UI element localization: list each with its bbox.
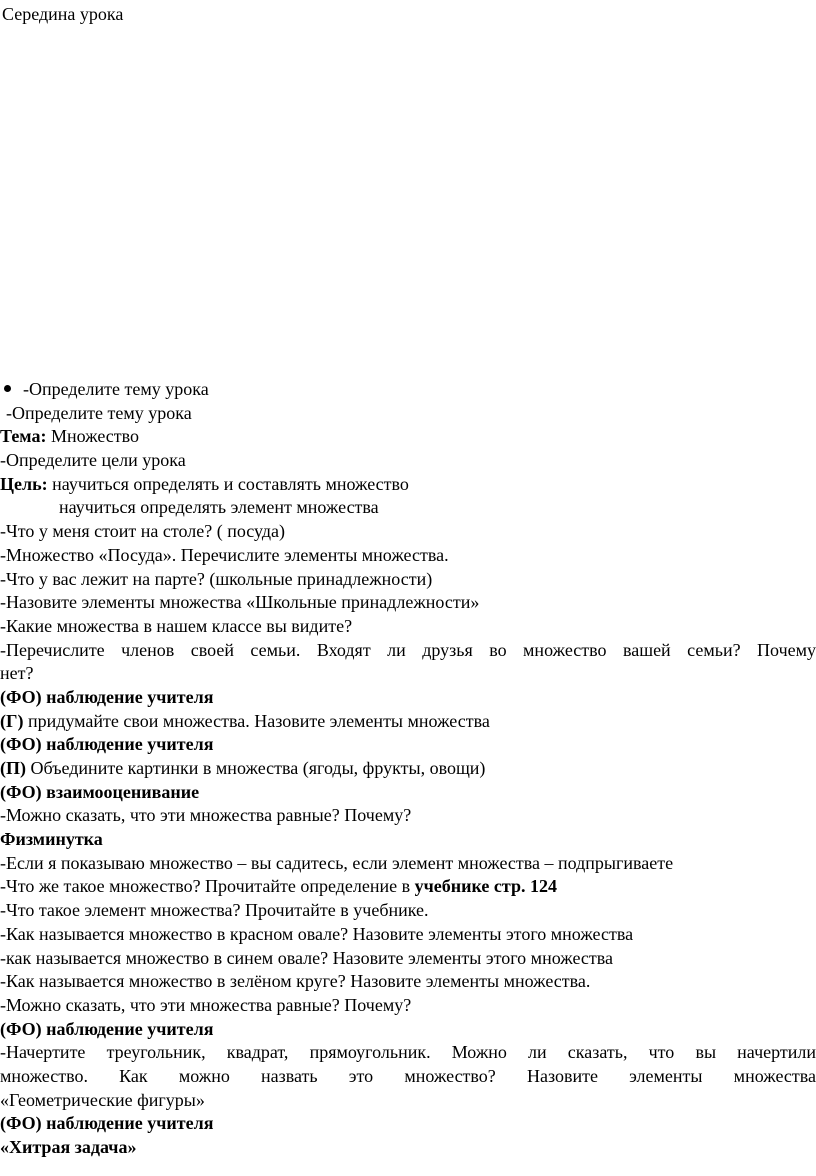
topic-text: Множество (46, 426, 140, 447)
assessment-line: (ФО) наблюдение учителя (0, 686, 214, 707)
assessment-line: (ФО) наблюдение учителя (0, 734, 214, 755)
section-heading: «Хитрая задача» (0, 1137, 137, 1157)
text-line: нет? (0, 663, 34, 684)
text-line: -Множество «Посуда». Перечислите элементы множества. (0, 544, 449, 565)
bullet-item (0, 378, 816, 402)
pair-task-line (0, 757, 816, 781)
text-line: -Можно сказать, что эти множества равные? Почему? (0, 805, 412, 826)
bullet-icon (4, 385, 11, 392)
text-line: -Что у вас лежит на парте? (школьные принадлежности) (0, 568, 433, 589)
page-header: Середина урока (2, 4, 124, 24)
pair-label: (П) (0, 758, 26, 778)
text-line: -Если я показываю множество – вы садитесь, если элемент множества – подпрыгиваете (0, 852, 674, 873)
text-line: -Определите цели урока (0, 450, 186, 471)
assessment-line: (ФО) взаимооценивание (0, 781, 200, 802)
textbook-text: -Что же такое множество? Прочитайте определение в (0, 876, 415, 897)
topic-line (0, 425, 816, 449)
text-line: -Назовите элементы множества «Школьные принадлежности» (0, 592, 480, 613)
assessment-line: (ФО) наблюдение учителя (0, 1018, 214, 1039)
text-line: -Как называется множество в зелёном круге? Назовите элементы множества. (0, 971, 591, 992)
goal-label: Цель: (0, 473, 48, 494)
lesson-content (0, 378, 816, 1160)
group-task-text: придумайте свои множества. Назовите элементы множества (23, 710, 490, 731)
goal-line (0, 473, 816, 497)
text-line: -как называется множество в синем овале? Назовите элементы этого множества (0, 947, 614, 968)
topic-label: Тема: (0, 426, 47, 447)
text-line: -Что такое элемент множества? Прочитайте в учебнике. (0, 900, 429, 921)
goal-text: научиться определять и составлять множество (47, 473, 409, 494)
assessment-line: (ФО) наблюдение учителя (0, 1113, 214, 1134)
textbook-reference: учебнике стр. 124 (414, 876, 557, 897)
text-line: «Геометрические фигуры» (0, 1089, 205, 1110)
bullet-text: -Определите тему урока (23, 379, 209, 399)
text-line: -Начертите треугольник, квадрат, прямоугольник. Можно ли сказать, что вы начертили (0, 1042, 816, 1063)
section-heading: Физминутка (0, 829, 103, 850)
goal-line-2: научиться определять элемент множества (59, 497, 379, 518)
text-line: множество. Как можно назвать это множество? Назовите элементы множества (0, 1065, 816, 1086)
textbook-line (0, 875, 816, 899)
text-line: -Перечислите членов своей семьи. Входят ли друзья во множество вашей семьи? Почему (0, 639, 816, 660)
text-line: -Можно сказать, что эти множества равные? Почему? (0, 994, 412, 1015)
pair-task-text: Объедините картинки в множества (ягоды, фрукты, овощи) (26, 758, 486, 778)
text-line: -Какие множества в нашем классе вы видите? (0, 615, 353, 636)
text-line: -Определите тему урока (6, 402, 192, 423)
group-label: (Г) (0, 710, 24, 731)
group-task-line (0, 710, 816, 734)
text-line: -Как называется множество в красном овале? Назовите элементы этого множества (0, 923, 634, 944)
text-line: -Что у меня стоит на столе? ( посуда) (0, 521, 286, 542)
